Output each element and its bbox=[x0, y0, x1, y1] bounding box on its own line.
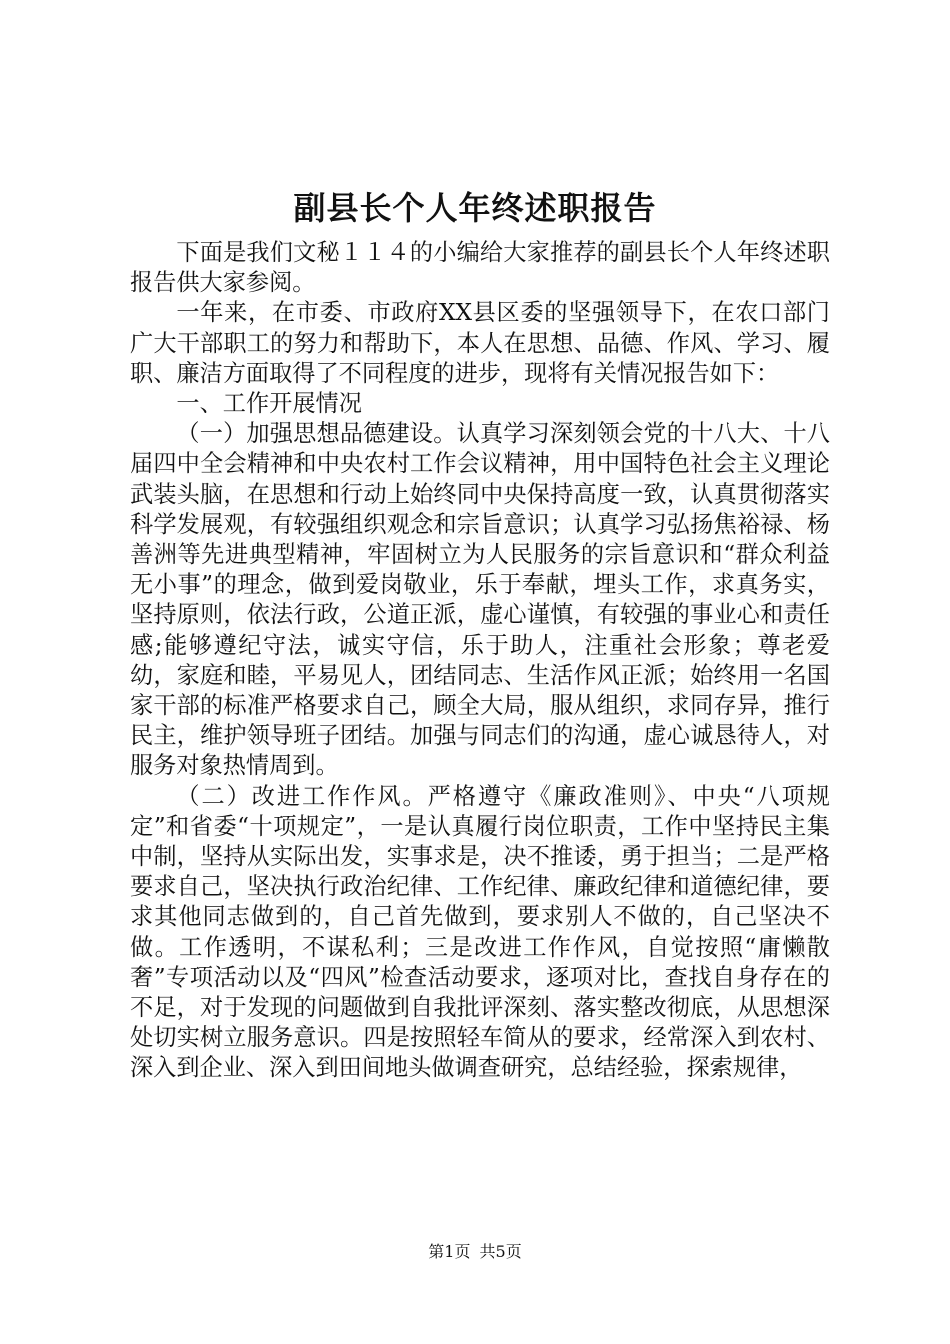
paragraph-ideology: （一）加强思想品德建设。认真学习深刻领会党的十八大、十八届四中全会精神和中央农村工作会议精神，用中国特色社会主义理论武装头脑，在思想和行动上始终同中央保持高度一致，认真贯彻落实科学发展观，有较强组织观念和宗旨意识；认真学习弘扬焦裕禄、杨善洲等先进典型精神，牢固树立为人民服务的宗旨意识和“群众利益无小事”的理念，做到爱岗敬业，乐于奉献，埋头工作，求真务实，坚持原则，依法行政，公道正派，虚心谨慎，有较强的事业心和责任感;能够遵纪守法，诚实守信，乐于助人，注重社会形象；尊老爱幼，家庭和睦，平易见人，团结同志、生活作风正派；始终用一名国家干部的标准严格要求自己，顾全大局，服从组织，求同存异，推行民主，维护领导班子团结。加强与同志们的沟通，虚心诚恳待人，对服务对象热情周到。 bbox=[130, 420, 830, 780]
paragraph-intro: 下面是我们文秘１１４的小编给大家推荐的副县长个人年终述职报告供大家参阅。 bbox=[130, 239, 830, 297]
page-footer bbox=[0, 1242, 950, 1262]
section-heading-work: 一、工作开展情况 bbox=[176, 390, 362, 418]
document-title: 副县长个人年终述职报告 bbox=[293, 189, 657, 227]
paragraph-work-style: （二）改进工作作风。严格遵守《廉政准则》、中央“八项规定”和省委“十项规定”，一是认真履行岗位职责，工作中坚持民主集中制，坚持从实际出发，实事求是，决不推诿，勇于担当；二是严格要求自己，坚决执行政治纪律、工作纪律、廉政纪律和道德纪律，要求其他同志做到的，自己首先做到，要求别人不做的，自己坚决不做。工作透明，不谋私利；三是改进工作作风，自觉按照“庸懒散奢”专项活动以及“四风”检查活动要求，逐项对比，查找自身存在的不足，对于发现的问题做到自我批评深刻、落实整改彻底，从思想深处切实树立服务意识。四是按照轻车简从的要求，经常深入到农村、深入到企业、深入到田间地头做调查研究，总结经验，探索规律， bbox=[130, 782, 830, 1082]
document-body bbox=[130, 238, 830, 1084]
page-total: 共5页 bbox=[479, 1242, 522, 1261]
paragraph-overview: 一年来，在市委、市政府XX县区委的坚强领导下，在农口部门广大干部职工的努力和帮助下，本人在思想、品德、作风、学习、履职、廉洁方面取得了不同程度的进步，现将有关情况报告如下： bbox=[130, 299, 830, 387]
page-number: 第1页 bbox=[428, 1242, 471, 1261]
